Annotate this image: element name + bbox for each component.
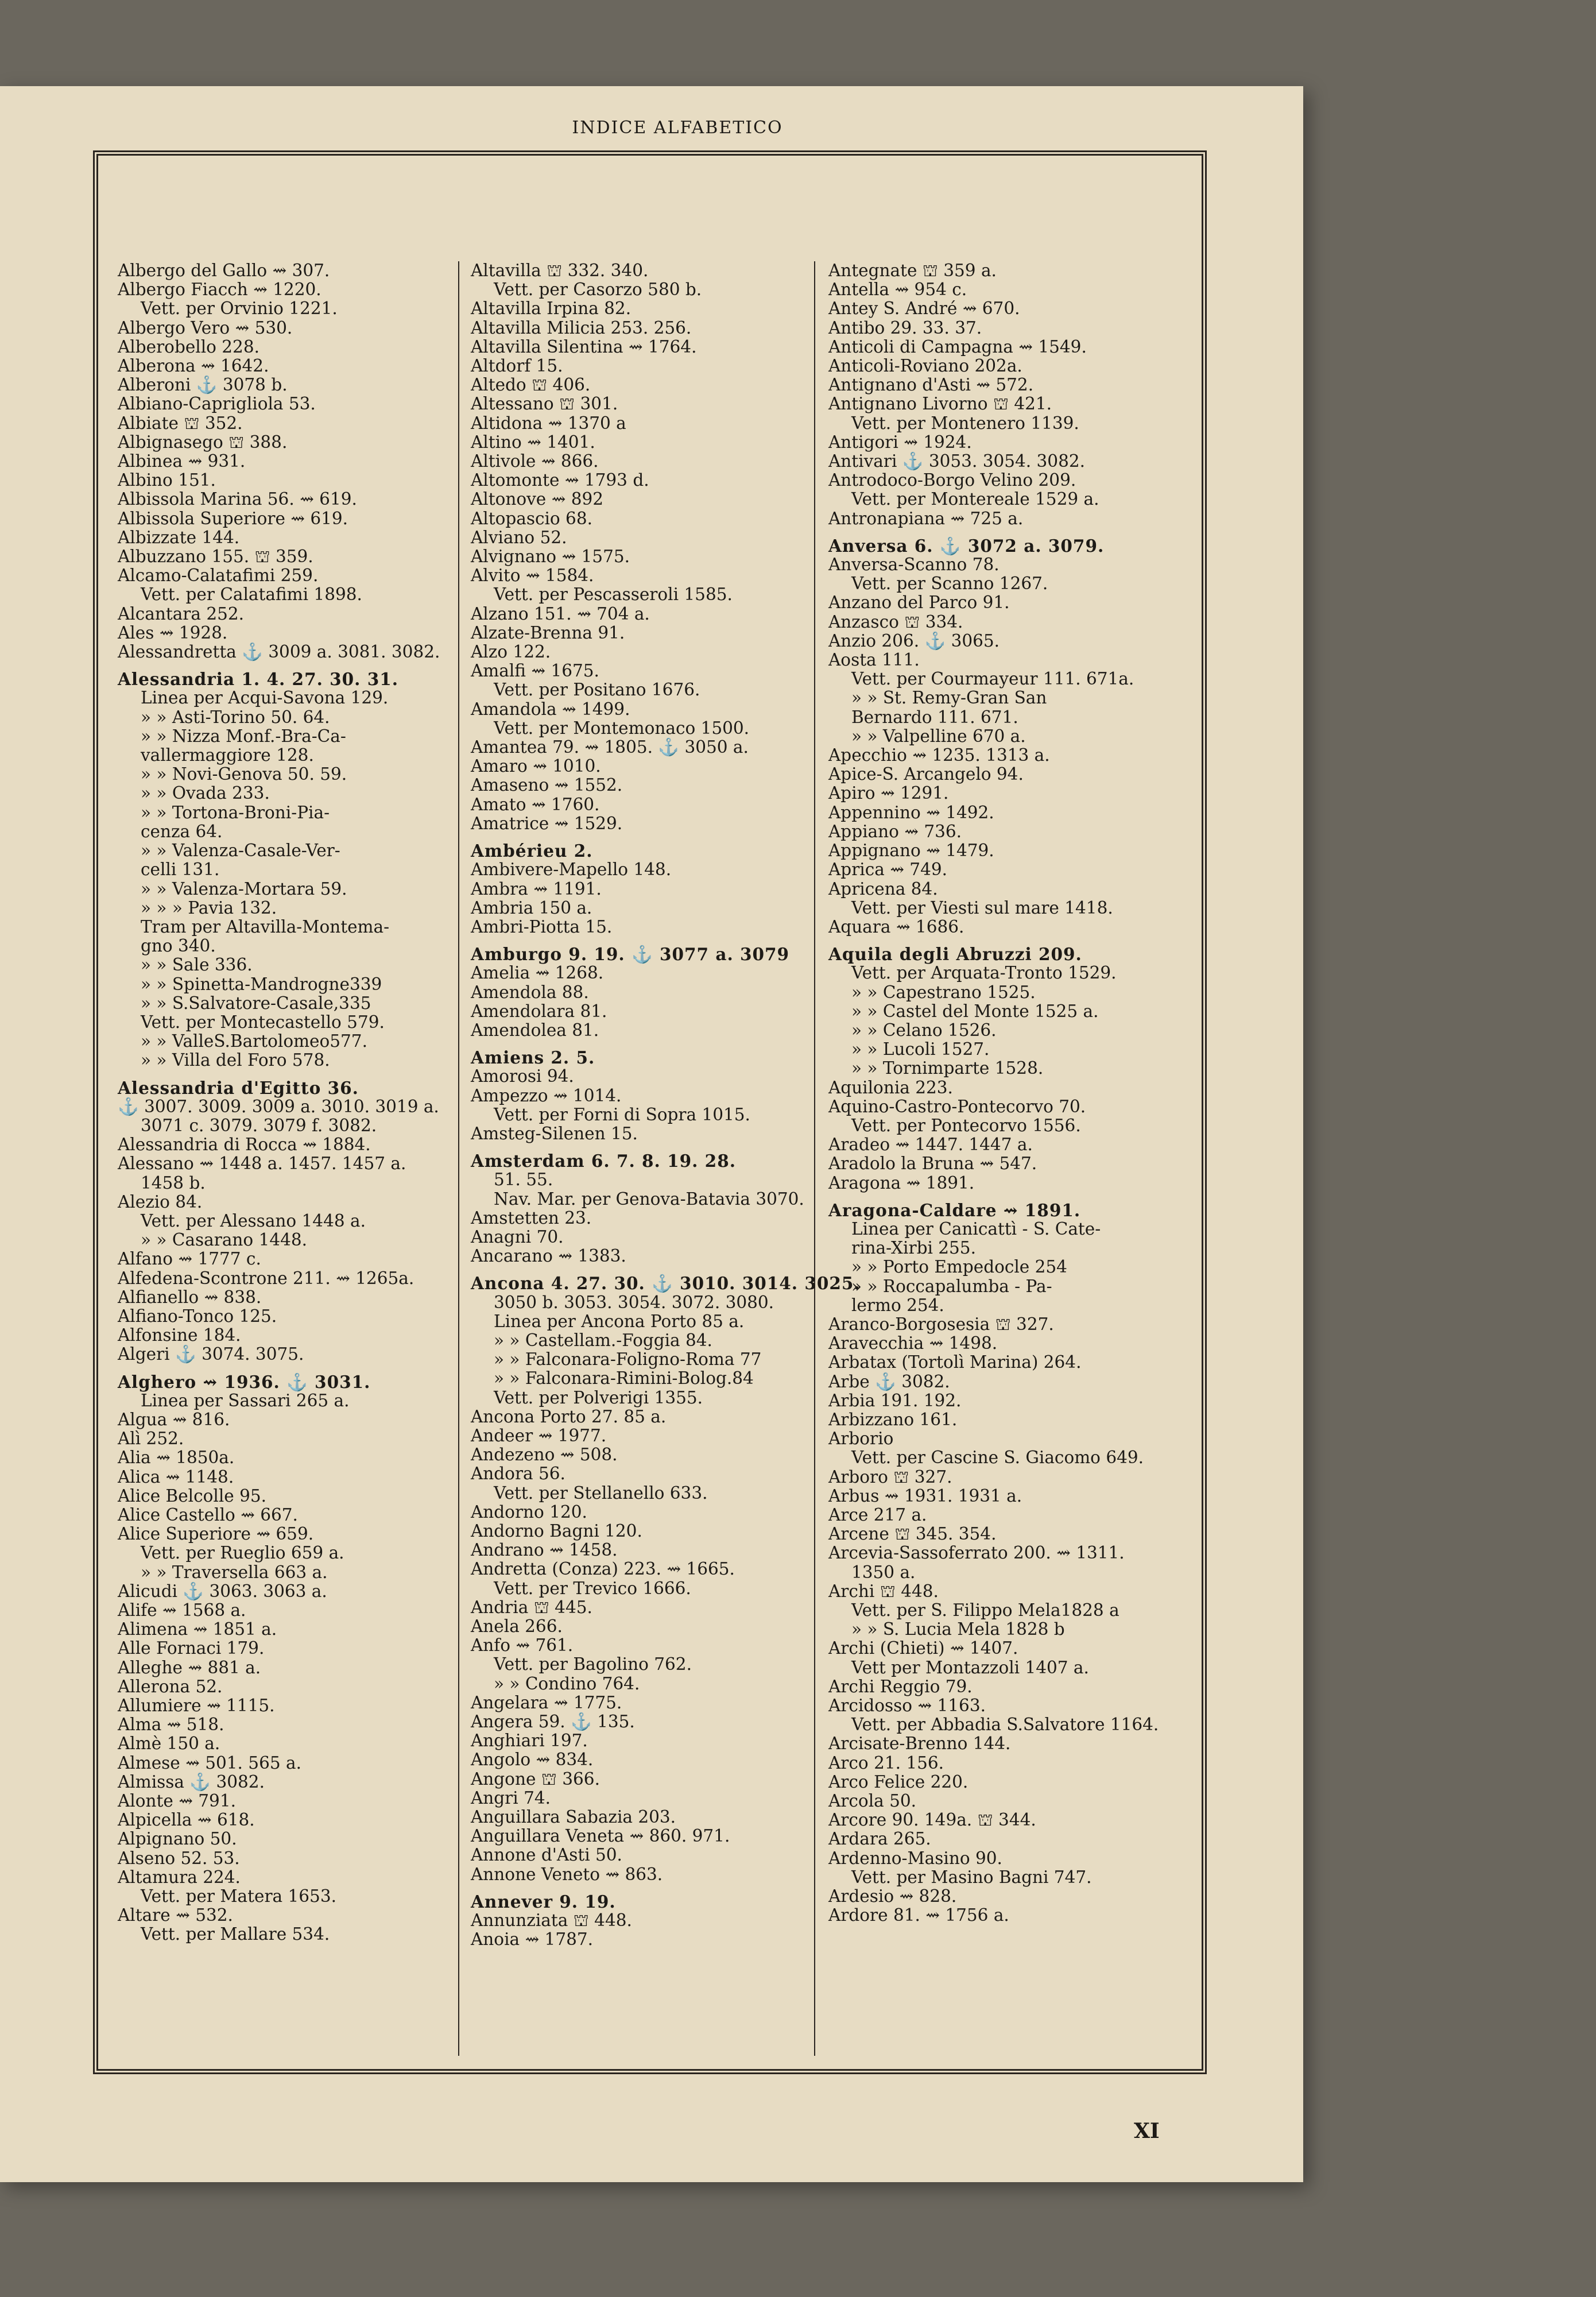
index-entry: » » Celano 1526. xyxy=(851,1020,997,1040)
index-entry: Appennino ⇝ 1492. xyxy=(828,802,994,822)
index-entry: Ampezzo ⇝ 1014. xyxy=(471,1085,622,1105)
index-entry: Vett. per Stellanello 633. xyxy=(494,1483,708,1503)
index-entry: Antey S. André ⇝ 670. xyxy=(828,299,1020,319)
index-entry: Altavilla Irpina 82. xyxy=(471,299,632,319)
index-entry: Amaseno ⇝ 1552. xyxy=(471,775,623,795)
index-entry: Amantea 79. ⇝ 1805. ⚓ 3050 a. xyxy=(471,737,749,757)
page-header: INDICE ALFABETICO xyxy=(572,118,783,138)
index-entry: Alezio 84. xyxy=(118,1192,203,1212)
index-entry: Andretta (Conza) 223. ⇝ 1665. xyxy=(471,1559,735,1579)
index-entry: Arce 217 a. xyxy=(828,1505,927,1525)
index-entry: Altessano ⛫ 301. xyxy=(471,394,618,414)
index-entry: Albino 151. xyxy=(118,470,216,490)
index-entry: Andrano ⇝ 1458. xyxy=(471,1540,618,1560)
index-entry: » » St. Remy-Gran San xyxy=(851,688,1047,708)
index-entry: Annone d'Asti 50. xyxy=(471,1845,622,1865)
index-entry: Alfedena-Scontrone 211. ⇝ 1265a. xyxy=(118,1268,415,1288)
index-entry: 1458 b. xyxy=(141,1173,206,1193)
index-entry: Arcola 50. xyxy=(828,1791,917,1811)
index-entry: Andria ⛫ 445. xyxy=(471,1597,592,1617)
index-entry: Antignano Livorno ⛫ 421. xyxy=(828,394,1052,414)
index-entry: Ancarano ⇝ 1383. xyxy=(471,1246,626,1266)
index-entry: » » S. Lucia Mela 1828 b xyxy=(851,1619,1065,1639)
index-entry: Arbizzano 161. xyxy=(828,1409,958,1429)
index-entry: Altavilla Milicia 253. 256. xyxy=(471,318,692,338)
index-entry: Arboro ⛫ 327. xyxy=(828,1467,952,1487)
index-entry: » » Porto Empedocle 254 xyxy=(851,1257,1067,1277)
index-entry: Amalfi ⇝ 1675. xyxy=(471,661,599,681)
index-entry: Vett. per S. Filippo Mela1828 a xyxy=(851,1600,1119,1621)
index-entry: Amsterdam 6. 7. 8. 19. 28. xyxy=(471,1151,736,1171)
index-entry: Arcene ⛫ 345. 354. xyxy=(828,1524,997,1544)
index-entry: Altamura 224. xyxy=(118,1867,241,1887)
index-entry: Albinea ⇝ 931. xyxy=(118,451,246,471)
index-entry: Albergo Vero ⇝ 530. xyxy=(118,318,293,338)
index-entry: Arcevia-Sassoferrato 200. ⇝ 1311. xyxy=(828,1543,1125,1563)
index-entry: Aranco-Borgosesia ⛫ 327. xyxy=(828,1314,1054,1334)
index-entry: » » Castel del Monte 1525 a. xyxy=(851,1001,1099,1021)
index-entry: Amendolara 81. xyxy=(471,1001,607,1021)
index-entry: Vett. per Pescasseroli 1585. xyxy=(494,585,733,605)
index-entry: Alicudi ⚓ 3063. 3063 a. xyxy=(118,1581,327,1601)
index-entry: Amelia ⇝ 1268. xyxy=(471,963,604,983)
index-entry: Alessandria di Rocca ⇝ 1884. xyxy=(118,1135,371,1155)
index-entry: Albiano-Caprigliola 53. xyxy=(118,394,316,414)
index-entry: » » ValleS.Bartolomeo577. xyxy=(141,1031,367,1051)
index-entry: Arbia 191. 192. xyxy=(828,1390,962,1410)
index-entry: Angri 74. xyxy=(471,1788,551,1808)
index-entry: Apiro ⇝ 1291. xyxy=(828,783,949,803)
index-entry: Alì 252. xyxy=(118,1429,184,1449)
index-entry: Ambra ⇝ 1191. xyxy=(471,879,602,899)
index-entry: Albignasego ⛫ 388. xyxy=(118,432,288,452)
index-entry: 3071 c. 3079. 3079 f. 3082. xyxy=(141,1115,377,1135)
index-entry: Alma ⇝ 518. xyxy=(118,1715,224,1735)
index-entry: Andorno 120. xyxy=(471,1502,587,1522)
index-entry: Algua ⇝ 816. xyxy=(118,1409,230,1429)
index-entry: 1350 a. xyxy=(851,1562,916,1582)
index-entry: celli 131. xyxy=(141,860,220,880)
index-entry: Andora 56. xyxy=(471,1464,565,1484)
index-entry: Alberobello 228. xyxy=(118,337,259,357)
index-entry: Alvito ⇝ 1584. xyxy=(471,566,594,586)
index-entry: Vett. per Montenero 1139. xyxy=(851,413,1079,433)
index-entry: Anversa-Scanno 78. xyxy=(828,555,1000,575)
index-entry: Archi (Chieti) ⇝ 1407. xyxy=(828,1638,1018,1658)
index-entry: Vett. per Viesti sul mare 1418. xyxy=(851,898,1113,918)
index-entry: Alfonsine 184. xyxy=(118,1325,241,1345)
index-entry: » » Novi-Genova 50. 59. xyxy=(141,764,347,784)
index-entry: Antibo 29. 33. 37. xyxy=(828,318,982,338)
index-entry: Anticoli di Campagna ⇝ 1549. xyxy=(828,337,1087,357)
index-entry: rina-Xirbi 255. xyxy=(851,1238,976,1258)
index-entry: Alfianello ⇝ 838. xyxy=(118,1287,262,1307)
index-entry: Archi Reggio 79. xyxy=(828,1676,973,1696)
index-entry: Altivole ⇝ 866. xyxy=(471,451,599,471)
index-entry: Ardesio ⇝ 828. xyxy=(828,1886,957,1907)
index-entry: Altavilla ⛫ 332. 340. xyxy=(471,261,649,280)
index-entry: Anghiari 197. xyxy=(471,1731,588,1751)
index-entry: Aquara ⇝ 1686. xyxy=(828,917,964,937)
index-entry: Tram per Altavilla-Montema- xyxy=(141,917,390,937)
index-entry: Apice-S. Arcangelo 94. xyxy=(828,764,1024,784)
index-entry: Almese ⇝ 501. 565 a. xyxy=(118,1753,301,1773)
index-entry: cenza 64. xyxy=(141,821,223,841)
index-entry: Vett. per Calatafimi 1898. xyxy=(141,585,362,605)
index-entry: Andezeno ⇝ 508. xyxy=(471,1445,618,1465)
index-entry: Vett. per Matera 1653. xyxy=(141,1886,336,1907)
index-entry: ⚓ 3007. 3009. 3009 a. 3010. 3019 a. xyxy=(118,1096,439,1116)
index-entry: Aquilonia 223. xyxy=(828,1077,953,1097)
index-entry: Ardara 265. xyxy=(828,1829,931,1849)
index-entry: Alvignano ⇝ 1575. xyxy=(471,547,630,567)
index-entry: Altidona ⇝ 1370 a xyxy=(471,413,626,433)
index-entry: Vett. per Cascine S. Giacomo 649. xyxy=(851,1448,1144,1468)
index-entry: Alseno 52. 53. xyxy=(118,1848,240,1868)
index-entry: Vett. per Casorzo 580 b. xyxy=(494,280,702,300)
index-entry: » » Castellam.-Foggia 84. xyxy=(494,1330,712,1350)
index-entry: » » Valenza-Casale-Ver- xyxy=(141,841,340,861)
index-entry: Allumiere ⇝ 1115. xyxy=(118,1696,275,1716)
index-entry: Aradolo la Bruna ⇝ 547. xyxy=(828,1154,1037,1174)
index-entry: Alghero ⇝ 1936. ⚓ 3031. xyxy=(118,1371,371,1392)
index-entry: Alviano 52. xyxy=(471,527,567,547)
index-entry: Aragona ⇝ 1891. xyxy=(828,1173,975,1193)
index-entry: Amsteg-Silenen 15. xyxy=(471,1123,638,1143)
index-entry: Linea per Ancona Porto 85 a. xyxy=(494,1311,745,1331)
index-entry: Ambri-Piotta 15. xyxy=(471,917,613,937)
index-entry: Andorno Bagni 120. xyxy=(471,1521,642,1541)
index-entry: » » Ovada 233. xyxy=(141,783,270,803)
index-entry: 51. 55. xyxy=(494,1170,553,1190)
index-entry: Alessandria d'Egitto 36. xyxy=(118,1077,359,1098)
index-entry: Vett. per Scanno 1267. xyxy=(851,574,1048,594)
index-column-1 xyxy=(118,261,462,1944)
index-entry: 3050 b. 3053. 3054. 3072. 3080. xyxy=(494,1292,774,1312)
index-entry: Aradeo ⇝ 1447. 1447 a. xyxy=(828,1135,1033,1155)
index-entry: Albergo del Gallo ⇝ 307. xyxy=(118,261,330,280)
index-entry: » » Tornimparte 1528. xyxy=(851,1058,1044,1078)
index-entry: » » Falconara-Foligno-Roma 77 xyxy=(494,1349,762,1370)
index-entry: Algeri ⚓ 3074. 3075. xyxy=(118,1344,304,1364)
index-entry: Bernardo 111. 671. xyxy=(851,707,1018,727)
index-entry: Vett. per Alessano 1448 a. xyxy=(141,1211,366,1231)
index-entry: Altare ⇝ 532. xyxy=(118,1905,233,1925)
index-entry: Almè 150 a. xyxy=(118,1734,220,1754)
index-entry: Albizzate 144. xyxy=(118,527,240,547)
index-entry: Alberona ⇝ 1642. xyxy=(118,356,269,376)
index-entry: Alife ⇝ 1568 a. xyxy=(118,1600,246,1621)
index-entry: Antronapiana ⇝ 725 a. xyxy=(828,508,1024,528)
index-entry: » » Valpelline 670 a. xyxy=(851,726,1026,746)
index-entry: Altino ⇝ 1401. xyxy=(471,432,595,452)
index-entry: Anguillara Sabazia 203. xyxy=(471,1807,676,1827)
index-entry: » » » Pavia 132. xyxy=(141,898,277,918)
index-entry: Anela 266. xyxy=(471,1617,563,1637)
index-entry: Albuzzano 155. ⛫ 359. xyxy=(118,547,313,567)
index-entry: Alle Fornaci 179. xyxy=(118,1638,265,1658)
index-entry: Vett. per Montemonaco 1500. xyxy=(494,718,750,738)
index-entry: » » Lucoli 1527. xyxy=(851,1039,990,1059)
index-entry: Angelara ⇝ 1775. xyxy=(471,1692,622,1712)
index-entry: Albissola Marina 56. ⇝ 619. xyxy=(118,489,357,509)
index-entry: » » Casarano 1448. xyxy=(141,1230,308,1250)
index-entry: Arcore 90. 149a. ⛫ 344. xyxy=(828,1810,1036,1830)
index-entry: Altonove ⇝ 892 xyxy=(471,489,604,509)
index-entry: Alessano ⇝ 1448 a. 1457. 1457 a. xyxy=(118,1154,406,1174)
index-entry: Anfo ⇝ 761. xyxy=(471,1635,574,1656)
index-entry: » » Valenza-Mortara 59. xyxy=(141,879,347,899)
index-entry: Linea per Canicattì - S. Cate- xyxy=(851,1219,1101,1239)
index-entry: Albiate ⛫ 352. xyxy=(118,413,243,433)
index-entry: Aravecchia ⇝ 1498. xyxy=(828,1333,998,1354)
index-entry: Alice Superiore ⇝ 659. xyxy=(118,1524,314,1544)
index-entry: Amendolea 81. xyxy=(471,1020,599,1040)
index-entry: Arbatax (Tortolì Marina) 264. xyxy=(828,1352,1082,1372)
index-entry: lermo 254. xyxy=(851,1295,944,1315)
index-entry: Alice Belcolle 95. xyxy=(118,1486,267,1506)
index-entry: Ardore 81. ⇝ 1756 a. xyxy=(828,1905,1009,1925)
index-entry: Altedo ⛫ 406. xyxy=(471,375,591,395)
index-entry: Vett. per Arquata-Tronto 1529. xyxy=(851,963,1117,983)
index-entry: Angolo ⇝ 834. xyxy=(471,1750,594,1770)
index-entry: » » Sale 336. xyxy=(141,955,253,975)
index-entry: Alfiano-Tonco 125. xyxy=(118,1306,277,1326)
index-entry: Anversa 6. ⚓ 3072 a. 3079. xyxy=(828,535,1105,556)
index-entry: Ancona 4. 27. 30. ⚓ 3010. 3014. 3025. xyxy=(471,1273,861,1294)
index-entry: » » Nizza Monf.-Bra-Ca- xyxy=(141,726,346,746)
index-entry: Albergo Fiacch ⇝ 1220. xyxy=(118,280,321,300)
index-entry: Anguillara Veneta ⇝ 860. 971. xyxy=(471,1826,730,1846)
index-entry: Amato ⇝ 1760. xyxy=(471,794,600,814)
index-entry: Ambivere-Mapello 148. xyxy=(471,860,672,880)
index-entry: Arborio xyxy=(828,1429,894,1449)
index-entry: Vett. per Montereale 1529 a. xyxy=(851,489,1099,509)
index-entry: Arbe ⚓ 3082. xyxy=(828,1371,950,1391)
index-entry: Alzate-Brenna 91. xyxy=(471,622,625,643)
index-entry: Almissa ⚓ 3082. xyxy=(118,1772,265,1792)
index-entry: » » Spinetta-Mandrogne339 xyxy=(141,974,382,994)
index-entry: Alfano ⇝ 1777 c. xyxy=(118,1249,261,1269)
index-entry: Alica ⇝ 1148. xyxy=(118,1467,234,1487)
index-entry: Antrodoco-Borgo Velino 209. xyxy=(828,470,1076,490)
index-entry: Amandola ⇝ 1499. xyxy=(471,699,630,719)
index-entry: Antignano d'Asti ⇝ 572. xyxy=(828,375,1034,395)
index-entry: Antella ⇝ 954 c. xyxy=(828,280,967,300)
index-entry: » » Tortona-Broni-Pia- xyxy=(141,802,330,822)
index-entry: Alcamo-Calatafimi 259. xyxy=(118,566,319,586)
index-entry: Anagni 70. xyxy=(471,1227,564,1247)
index-entry: Vett. per Courmayeur 111. 671a. xyxy=(851,669,1134,689)
index-entry: Amaro ⇝ 1010. xyxy=(471,756,601,776)
index-entry: Arbus ⇝ 1931. 1931 a. xyxy=(828,1486,1022,1506)
index-entry: » » Falconara-Rimini-Bolog.84 xyxy=(494,1368,754,1389)
index-entry: Apricena 84. xyxy=(828,879,938,899)
index-entry: Alberoni ⚓ 3078 b. xyxy=(118,375,288,395)
index-entry: Vett. per Rueglio 659 a. xyxy=(141,1543,344,1563)
index-entry: Alpignano 50. xyxy=(118,1829,237,1849)
index-entry: Vett. per Trevico 1666. xyxy=(494,1578,691,1598)
index-entry: Vett. per Positano 1676. xyxy=(494,680,700,700)
page-number: XI xyxy=(1134,2119,1160,2143)
index-entry: Vett. per Orvinio 1221. xyxy=(141,299,338,319)
index-entry: Alcantara 252. xyxy=(118,604,245,624)
index-entry: Angone ⛫ 366. xyxy=(471,1769,600,1789)
index-entry: » » Traversella 663 a. xyxy=(141,1562,328,1582)
index-entry: vallermaggiore 128. xyxy=(141,745,314,765)
index-entry: Ambérieu 2. xyxy=(471,841,593,861)
index-entry: Anzasco ⛫ 334. xyxy=(828,612,963,632)
index-entry: Linea per Acqui-Savona 129. xyxy=(141,688,389,708)
index-entry: Annever 9. 19. xyxy=(471,1891,616,1912)
index-entry: Allerona 52. xyxy=(118,1676,223,1696)
index-entry: Amburgo 9. 19. ⚓ 3077 a. 3079 xyxy=(471,944,790,965)
index-entry: Alzano 151. ⇝ 704 a. xyxy=(471,604,650,624)
index-entry: Aquino-Castro-Pontecorvo 70. xyxy=(828,1096,1086,1116)
index-entry: Amstetten 23. xyxy=(471,1208,592,1228)
index-entry: Antigori ⇝ 1924. xyxy=(828,432,972,452)
index-entry: Amendola 88. xyxy=(471,982,589,1002)
index-entry: Antivari ⚓ 3053. 3054. 3082. xyxy=(828,451,1085,471)
index-entry: Aragona-Caldare ⇝ 1891. xyxy=(828,1200,1081,1220)
index-entry: Annone Veneto ⇝ 863. xyxy=(471,1864,663,1884)
index-entry: Anzio 206. ⚓ 3065. xyxy=(828,631,1000,651)
index-entry: Archi ⛫ 448. xyxy=(828,1581,939,1601)
index-entry: Alzo 122. xyxy=(471,642,551,662)
index-entry: Vett. per Masino Bagni 747. xyxy=(851,1867,1092,1887)
index-entry: Vett per Montazzoli 1407 a. xyxy=(851,1657,1089,1677)
index-entry: Amorosi 94. xyxy=(471,1066,574,1086)
index-entry: Andeer ⇝ 1977. xyxy=(471,1425,607,1445)
index-entry: Arcidosso ⇝ 1163. xyxy=(828,1696,986,1716)
index-entry: Vett. per Bagolino 762. xyxy=(494,1654,692,1675)
index-entry: Vett. per Abbadia S.Salvatore 1164. xyxy=(851,1715,1159,1735)
index-entry: Vett. per Forni di Sopra 1015. xyxy=(494,1104,750,1124)
index-entry: gno 340. xyxy=(141,936,216,956)
index-entry: Anzano del Parco 91. xyxy=(828,593,1010,613)
index-entry: Appiano ⇝ 736. xyxy=(828,821,962,841)
index-entry: Altomonte ⇝ 1793 d. xyxy=(471,470,649,490)
index-entry: Aquila degli Abruzzi 209. xyxy=(828,944,1082,965)
index-entry: Ales ⇝ 1928. xyxy=(118,622,228,643)
index-entry: Aprica ⇝ 749. xyxy=(828,860,947,880)
index-entry: Altopascio 68. xyxy=(471,508,592,528)
index-entry: Alia ⇝ 1850a. xyxy=(118,1448,235,1468)
index-entry: Alimena ⇝ 1851 a. xyxy=(118,1619,277,1639)
index-entry: Ancona Porto 27. 85 a. xyxy=(471,1406,667,1426)
index-entry: » » S.Salvatore-Casale,335 xyxy=(141,993,371,1013)
index-entry: Albissola Superiore ⇝ 619. xyxy=(118,508,348,528)
index-entry: Alleghe ⇝ 881 a. xyxy=(118,1657,261,1677)
index-entry: » » Condino 764. xyxy=(494,1673,640,1693)
index-entry: » » Villa del Foro 578. xyxy=(141,1050,330,1070)
index-entry: Angera 59. ⚓ 135. xyxy=(471,1712,635,1732)
index-entry: Arcisate-Brenno 144. xyxy=(828,1734,1011,1754)
index-entry: Ambria 150 a. xyxy=(471,898,592,918)
index-entry: Anoia ⇝ 1787. xyxy=(471,1929,594,1950)
index-entry: Vett. per Polverigi 1355. xyxy=(494,1387,703,1407)
index-entry: Arco Felice 220. xyxy=(828,1772,969,1792)
index-column-3 xyxy=(828,261,1173,1925)
index-entry: » » Roccapalumba - Pa- xyxy=(851,1276,1052,1296)
index-entry: Nav. Mar. per Genova-Batavia 3070. xyxy=(494,1189,804,1209)
index-entry: Aosta 111. xyxy=(828,650,920,670)
index-entry: Alessandretta ⚓ 3009 a. 3081. 3082. xyxy=(118,642,440,662)
index-entry: Altdorf 15. xyxy=(471,356,563,376)
index-entry: Anticoli-Roviano 202a. xyxy=(828,356,1022,376)
index-entry: Vett. per Pontecorvo 1556. xyxy=(851,1115,1081,1135)
index-entry: Amatrice ⇝ 1529. xyxy=(471,813,623,833)
index-entry: Ardenno-Masino 90. xyxy=(828,1848,1002,1868)
index-entry: Altavilla Silentina ⇝ 1764. xyxy=(471,337,697,357)
index-entry: Apecchio ⇝ 1235. 1313 a. xyxy=(828,745,1050,765)
index-entry: Linea per Sassari 265 a. xyxy=(141,1390,350,1410)
index-entry: Arco 21. 156. xyxy=(828,1753,944,1773)
index-entry: Alessandria 1. 4. 27. 30. 31. xyxy=(118,669,399,690)
index-entry: Amiens 2. 5. xyxy=(471,1047,595,1068)
index-entry: Vett. per Montecastello 579. xyxy=(141,1012,385,1032)
index-entry: Alpicella ⇝ 618. xyxy=(118,1810,255,1830)
index-entry: Vett. per Mallare 534. xyxy=(141,1924,330,1944)
index-entry: » » Asti-Torino 50. 64. xyxy=(141,707,330,727)
index-entry: Appignano ⇝ 1479. xyxy=(828,841,994,861)
index-entry: Annunziata ⛫ 448. xyxy=(471,1911,632,1931)
index-entry: » » Capestrano 1525. xyxy=(851,982,1036,1002)
index-entry: Alonte ⇝ 791. xyxy=(118,1791,236,1811)
index-entry: Antegnate ⛫ 359 a. xyxy=(828,261,997,280)
index-entry: Alice Castello ⇝ 667. xyxy=(118,1505,298,1525)
